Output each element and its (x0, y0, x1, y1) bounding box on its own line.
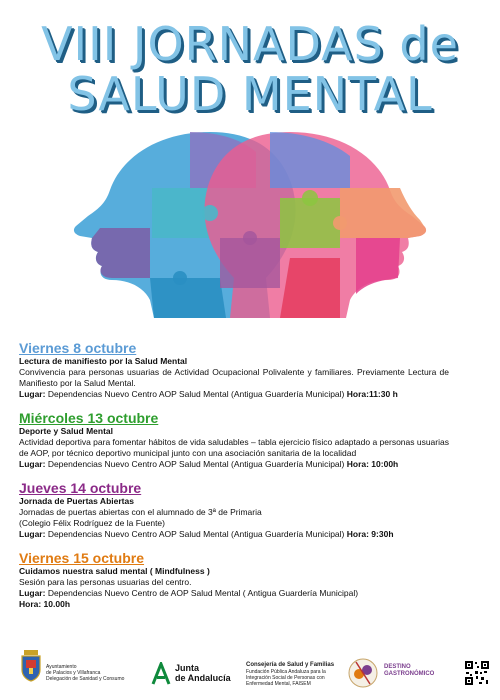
event-place (19, 529, 449, 540)
event-description: Actividad deportiva para fomentar hábitos de vida saludables – tabla ejercicio físico adaptado a personas usuarias de AOP, por técnico deportivo municipal junto con una asociación sanitaria de la localidad (19, 437, 449, 458)
event-title: Jornada de Puertas Abiertas (19, 496, 134, 506)
destino-line: DESTINO (384, 664, 411, 670)
ayuntamiento-line: de Palacios y Villafranca (46, 670, 101, 676)
event-jueves-14 (19, 480, 449, 540)
consejeria-line: Integración Social de Personas con (246, 675, 325, 681)
event-description: Convivencia para personas usuarias de Actividad Ocupacional Polivalente y familiares. Previamente Lectura de Manifiesto por la Salud Mental. (19, 367, 449, 388)
title-line-2: SALUD MENTAL (67, 67, 433, 121)
puzzle-heads-illustration (40, 128, 460, 318)
event-time-line (19, 599, 449, 610)
destino-text (384, 664, 434, 678)
footer-logos (0, 648, 500, 700)
consejeria-line: Fundación Pública Andaluza para la (246, 669, 326, 675)
junta-logo-icon (150, 662, 172, 686)
ayuntamiento-text (46, 664, 146, 682)
title-line-1: VIII JORNADAS de (41, 17, 459, 71)
event-title: Cuidamos nuestra salud mental ( Mindfulness ) (19, 566, 210, 576)
consejeria-title: Consejería de Salud y Familias (246, 662, 335, 668)
event-description: Jornadas de puertas abiertas con el alumnado de 3ª de Primaria (19, 507, 262, 517)
event-day: Viernes 15 octubre (19, 550, 145, 566)
place-label: Lugar: (19, 459, 46, 469)
place-label: Lugar: (19, 529, 46, 539)
event-time: Hora: 10.00h (19, 599, 71, 609)
events-list (19, 340, 449, 620)
ayuntamiento-line: Delegación de Sanidad y Consumo (46, 676, 125, 682)
place-text: Dependencias Nuevo Centro AOP Salud Mental (Antigua Guardería Municipal) (45, 389, 345, 399)
event-day: Miércoles 13 octubre (19, 410, 159, 426)
event-time: Hora:11:30 h (344, 389, 398, 399)
consejeria-text (246, 661, 344, 687)
consejeria-line: Enfermedad Mental, FAISEM (246, 681, 311, 687)
crest-icon (20, 650, 42, 682)
event-title: Deporte y Salud Mental (19, 426, 113, 436)
junta-line: de Andalucía (175, 673, 231, 683)
event-place (19, 588, 449, 599)
event-time: Hora: 10:00h (344, 459, 399, 469)
event-place (19, 389, 449, 400)
destino-logo-icon (346, 656, 380, 690)
junta-text (175, 663, 231, 683)
event-day: Viernes 8 octubre (19, 340, 137, 356)
place-text: Dependencias Nuevo Centro AOP Salud Mental (Antigua Guardería Municipal) (45, 459, 345, 469)
place-text: Dependencias Nuevo Centro de AOP Salud Mental ( Antigua Guardería Municipal) (45, 588, 359, 598)
qr-code-icon (464, 660, 490, 686)
event-description-2: (Colegio Félix Rodríguez de la Fuente) (19, 518, 165, 528)
event-viernes-8 (19, 340, 449, 400)
event-place (19, 459, 449, 470)
event-viernes-15 (19, 550, 449, 610)
event-miercoles-13 (19, 410, 449, 470)
event-day: Jueves 14 octubre (19, 480, 142, 496)
place-label: Lugar: (19, 588, 46, 598)
place-label: Lugar: (19, 389, 46, 399)
destino-line: GASTRONÓMICO (384, 671, 435, 677)
junta-line: Junta (175, 663, 200, 673)
place-text: Dependencias Nuevo Centro AOP Salud Mental (Antigua Guardería Municipal) (45, 529, 345, 539)
event-description: Sesión para las personas usuarias del centro. (19, 577, 192, 587)
ayuntamiento-line: Ayuntamiento (46, 664, 77, 670)
event-time: Hora: 9:30h (344, 529, 394, 539)
event-title: Lectura de manifiesto por la Salud Mental (19, 356, 188, 366)
